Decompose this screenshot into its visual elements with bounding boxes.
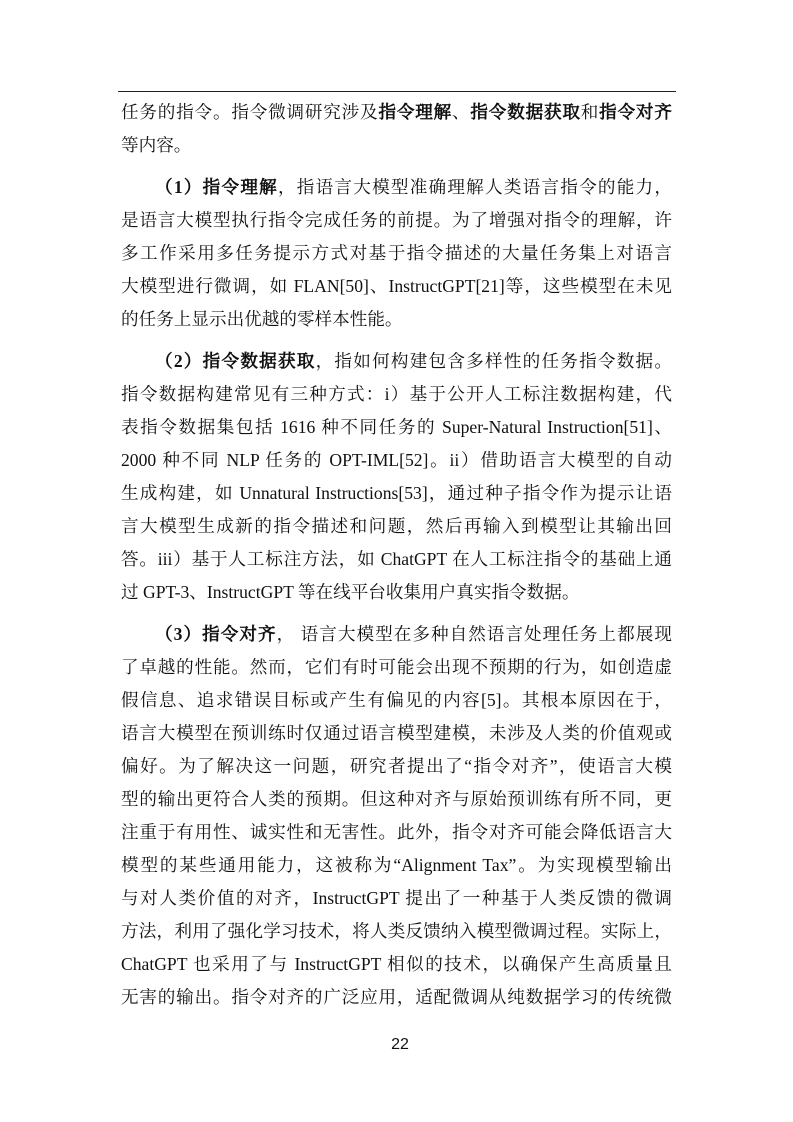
text-line (121, 204, 672, 237)
text-line (121, 378, 672, 411)
text-line (121, 717, 672, 750)
bold-term: （3） (155, 624, 203, 644)
header-rule (118, 91, 676, 92)
text-line (121, 849, 672, 882)
bold-term: 指令理解 (378, 102, 453, 122)
bold-term: （1） (155, 177, 203, 197)
text-span: 注重于有用性、诚实性和无害性。此外，指令对齐可能会降低语言大 (121, 822, 672, 842)
text-span: 无害的输出。指令对齐的广泛应用，适配微调从纯数据学习的传统微 (121, 987, 672, 1007)
text-span: 过 GPT-3、InstructGPT 等在线平台收集用户真实指令数据。 (121, 582, 580, 602)
text-line (121, 129, 672, 162)
text-span: 语言大模型在预训练时仅通过语言模型建模，未涉及人类的价值观或 (121, 723, 672, 743)
text-span: 大模型进行微调，如 FLAN[50]、InstructGPT[21]等，这些模型在未见 (121, 276, 672, 296)
text-span: 型的输出更符合人类的预期。但这种对齐与原始预训练有所不同，更 (121, 789, 672, 809)
text-line (121, 783, 672, 816)
text-span: 表指令数据集包括 1616 种不同任务的 Super-Natural Instruction[51]、 (121, 417, 672, 437)
text-line (121, 576, 672, 609)
text-line (121, 444, 672, 477)
text-span: 偏好。为了解决这一问题，研究者提出了“指令对齐”，使语言大模 (121, 756, 672, 776)
text-span: ，指语言大模型准确理解人类语言指令的能力， (277, 177, 672, 197)
text-line (155, 171, 672, 204)
bold-term: 指令理解 (202, 177, 278, 197)
bold-term: 指令对齐 (202, 624, 277, 644)
text-span: 等内容。 (121, 135, 192, 155)
text-span: 是语言大模型执行指令完成任务的前提。为了增强对指令的理解，许 (121, 210, 672, 230)
text-span: 方法，利用了强化学习技术，将人类反馈纳入模型微调过程。实际上， (121, 921, 672, 941)
text-line (121, 948, 672, 981)
text-line (121, 411, 672, 444)
text-span: 任务的指令。指令微调研究涉及 (121, 102, 379, 122)
text-line (121, 477, 672, 510)
text-line (121, 237, 672, 270)
text-line (121, 816, 672, 849)
text-line (155, 618, 672, 651)
text-line (121, 651, 672, 684)
text-span: ，指如何构建包含多样性的任务指令数据。 (315, 351, 672, 371)
bold-term: （2） (155, 351, 203, 371)
text-span: 答。iii）基于人工标注方法，如 ChatGPT 在人工标注指令的基础上通 (121, 549, 672, 569)
text-line (121, 750, 672, 783)
text-line (121, 303, 672, 336)
text-line (121, 882, 672, 915)
text-span: 了卓越的性能。然而，它们有时可能会出现不预期的行为，如创造虚 (121, 657, 672, 677)
text-span: 多工作采用多任务提示方式对基于指令描述的大量任务集上对语言 (121, 243, 672, 263)
text-span: 指令数据构建常见有三种方式：i）基于公开人工标注数据构建，代 (121, 384, 672, 404)
text-line (121, 684, 672, 717)
text-span: 与对人类价值的对齐，InstructGPT 提出了一种基于人类反馈的微调 (121, 888, 672, 908)
text-span: 模型的某些通用能力，这被称为“Alignment Tax”。为实现模型输出 (121, 855, 672, 875)
text-line (121, 270, 672, 303)
text-line (155, 345, 672, 378)
text-span: 和 (580, 102, 600, 122)
text-span: ChatGPT 也采用了与 InstructGPT 相似的技术，以确保产生高质量且 (121, 954, 672, 974)
text-line (121, 510, 672, 543)
text-line (121, 915, 672, 948)
text-line (121, 981, 672, 1014)
page-number: 22 (391, 1036, 409, 1053)
text-line (121, 96, 672, 129)
text-span: ， 语言大模型在多种自然语言处理任务上都展现 (276, 624, 672, 644)
bold-term: 指令数据获取 (202, 351, 316, 371)
text-span: 、 (452, 102, 471, 122)
text-line (121, 543, 672, 576)
text-span: 生成构建，如 Unnatural Instructions[53]，通过种子指令作为提示让语 (121, 483, 672, 503)
text-span: 言大模型生成新的指令描述和问题，然后再输入到模型让其输出回 (121, 516, 672, 536)
text-span: 的任务上显示出优越的零样本性能。 (121, 309, 403, 329)
text-span: 假信息、追求错误目标或产生有偏见的内容[5]。其根本原因在于， (121, 690, 672, 710)
bold-term: 指令数据获取 (470, 102, 581, 122)
bold-term: 指令对齐 (599, 102, 672, 122)
text-span: 2000 种不同 NLP 任务的 OPT-IML[52]。ii）借助语言大模型的自动 (121, 450, 672, 470)
